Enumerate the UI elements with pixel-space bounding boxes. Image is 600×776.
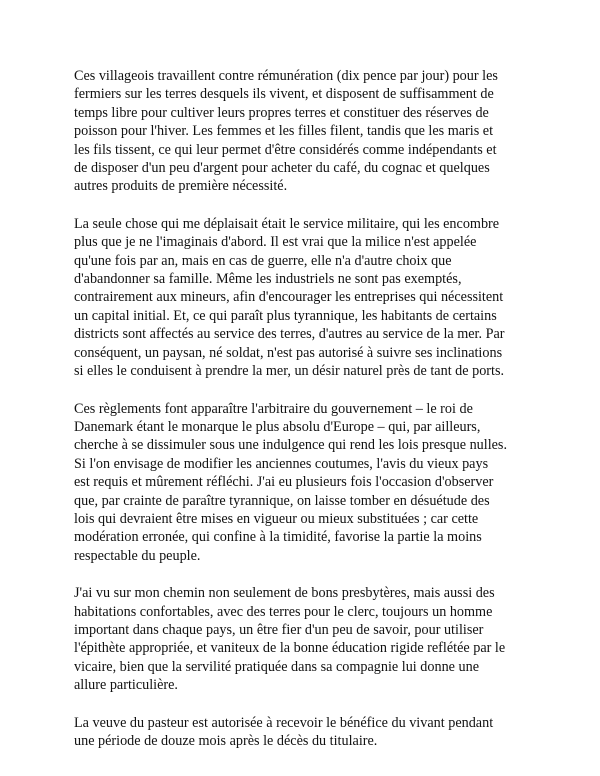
- text-line: fermiers sur les terres desquels ils vivent, et disposent de suffisamment de: [74, 86, 494, 103]
- text-line: respectable du peuple.: [74, 547, 201, 564]
- text-line: de disposer d'un peu d'argent pour acheter du café, du cognac et quelques: [74, 160, 490, 177]
- paragraph: [74, 400, 536, 566]
- text-line: allure particulière.: [74, 677, 178, 694]
- text-line: une période de douze mois après le décès du titulaire.: [74, 733, 378, 749]
- text-line: Danemark étant le monarque le plus absolu d'Europe – qui, par ailleurs,: [74, 418, 481, 435]
- paragraph: [74, 714, 536, 751]
- text-line: districts sont affectés au service des terres, d'autres au service de la mer. Par: [74, 326, 505, 343]
- text-line: important dans chaque pays, un être fier d'un peu de savoir, pour utiliser: [74, 621, 484, 638]
- paragraph: [74, 215, 536, 381]
- text-line: modération erronée, qui confine à la timidité, favorise la partie la moins: [74, 529, 482, 546]
- text-line: Si l'on envisage de modifier les anciennes coutumes, l'avis du vieux pays: [74, 455, 489, 472]
- text-line: temps libre pour cultiver leurs propres terres et constituer des réserves de: [74, 104, 489, 121]
- text-line: vicaire, bien que la servilité pratiquée dans sa compagnie lui donne une: [74, 658, 479, 675]
- paragraph: [74, 67, 536, 196]
- text-line: Ces règlements font apparaître l'arbitraire du gouvernement – le roi de: [74, 400, 473, 417]
- text-line: l'épithète appropriée, et vaniteux de la bonne éducation rigide reflétée par le: [74, 640, 506, 657]
- text-line: La veuve du pasteur est autorisée à recevoir le bénéfice du vivant pendant: [74, 714, 494, 731]
- text-line: cherche à se dissimuler sous une indulgence qui rend les lois presque nulles.: [74, 437, 508, 454]
- text-line: poisson pour l'hiver. Les femmes et les filles filent, tandis que les maris et: [74, 123, 494, 140]
- text-line: conséquent, un paysan, né soldat, n'est pas autorisé à suivre ses inclinations: [74, 344, 503, 361]
- text-line: lois qui devraient être mises en vigueur ou mieux substituées ; car cette: [74, 510, 479, 527]
- text-line: contrairement aux mineurs, afin d'encourager les entreprises qui nécessitent: [74, 289, 504, 306]
- text-line: autres produits de première nécessité.: [74, 178, 288, 195]
- text-line: plus que je ne l'imaginais d'abord. Il est vrai que la milice n'est appelée: [74, 234, 477, 251]
- text-line: Ces villageois travaillent contre rémunération (dix pence par jour) pour les: [74, 68, 498, 84]
- text-line: les fils tissent, ce qui leur permet d'être considérés comme indépendants et: [74, 141, 497, 158]
- text-line: J'ai vu sur mon chemin non seulement de bons presbytères, mais aussi des: [74, 585, 495, 602]
- text-line: si elles le conduisent à prendre la mer, un désir naturel près de tant de ports.: [74, 363, 505, 380]
- text-line: habitations confortables, avec des terres pour le clerc, toujours un homme: [74, 603, 493, 620]
- text-line: est requis et mûrement réfléchi. J'ai eu plusieurs fois l'occasion d'observer: [74, 474, 494, 491]
- text-line: que, par crainte de paraître tyrannique, on laisse tomber en désuétude des: [74, 492, 490, 509]
- text-line: d'abandonner sa famille. Même les industriels ne sont pas exemptés,: [74, 271, 462, 288]
- paragraph: [74, 584, 536, 694]
- text-line: La seule chose qui me déplaisait était le service militaire, qui les encombre: [74, 215, 500, 232]
- text-line: un capital initial. Et, ce qui paraît plus tyrannique, les habitants de certains: [74, 307, 497, 324]
- text-line: qu'une fois par an, mais en cas de guerre, elle n'a d'autre choix que: [74, 252, 452, 269]
- document-body: [74, 67, 536, 769]
